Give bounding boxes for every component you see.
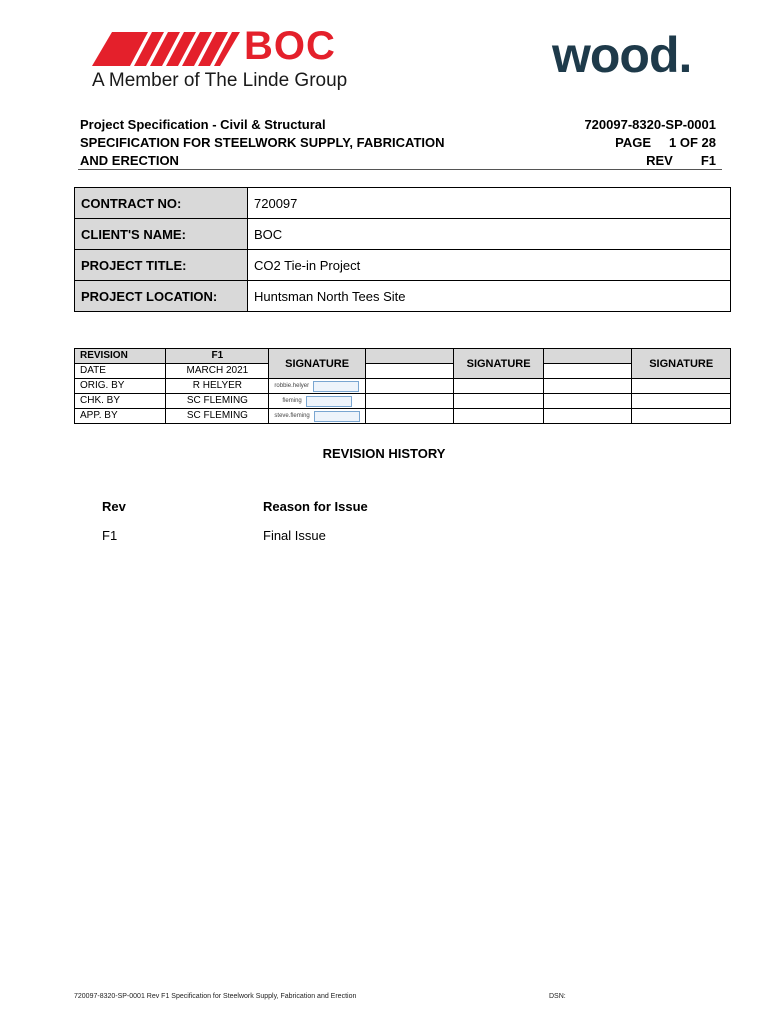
- empty-cell: [365, 364, 453, 379]
- table-row: [75, 349, 731, 364]
- rev-value: F1: [700, 153, 716, 168]
- app-by-label: APP. BY: [75, 409, 166, 424]
- signature-image: steve.fleming: [274, 409, 359, 423]
- spec-category: Project Specification - Civil & Structural: [80, 117, 326, 132]
- empty-cell: [543, 394, 631, 409]
- client-name-value: BOC: [248, 219, 731, 250]
- table-row: [75, 281, 731, 312]
- signature-header-1: SIGNATURE: [269, 349, 365, 379]
- digital-signature-stamp-icon: [313, 381, 359, 392]
- orig-by-value: R HELYER: [166, 379, 269, 394]
- boc-tagline: A Member of The Linde Group: [92, 70, 348, 91]
- empty-cell: [365, 409, 453, 424]
- table-row: [75, 188, 731, 219]
- footer-doc-reference: 720097-8320-SP-0001 Rev F1 Specification for Steelwork Supply, Fabrication and Erection: [74, 993, 357, 1000]
- revision-label: REVISION: [75, 349, 166, 364]
- client-name-label: CLIENT'S NAME:: [75, 219, 248, 250]
- empty-cell: [543, 364, 631, 379]
- digital-signature-stamp-icon: [314, 411, 360, 422]
- signature-header-2: SIGNATURE: [454, 349, 544, 379]
- chk-signature-cell: [269, 394, 365, 409]
- spec-title-line-1: SPECIFICATION FOR STEELWORK SUPPLY, FABRICATION: [80, 135, 445, 150]
- reason-column-header: Reason for Issue: [263, 499, 368, 514]
- document-title-block: [80, 116, 500, 170]
- footer-dsn: DSN:: [549, 993, 566, 1000]
- app-signature-cell: [269, 409, 365, 424]
- empty-cell: [543, 409, 631, 424]
- page-label: PAGE: [615, 135, 652, 150]
- table-row: [75, 379, 731, 394]
- empty-cell: [454, 379, 544, 394]
- chk-by-value: SC FLEMING: [166, 394, 269, 409]
- signature-header-3: SIGNATURE: [632, 349, 731, 379]
- digital-signature-stamp-icon: [306, 396, 352, 407]
- boc-logo: [92, 24, 362, 94]
- table-row: [75, 394, 731, 409]
- table-row: [75, 219, 731, 250]
- wood-logo: [552, 27, 692, 83]
- signature-image: fleming: [274, 394, 359, 408]
- project-location-value: Huntsman North Tees Site: [248, 281, 731, 312]
- rev-column-header: Rev: [102, 499, 126, 514]
- empty-cell: [632, 394, 731, 409]
- empty-cell: [454, 409, 544, 424]
- empty-cell: [632, 379, 731, 394]
- revision-history-title: REVISION HISTORY: [322, 446, 446, 461]
- revision-signature-table: [74, 348, 731, 424]
- empty-cell: [543, 379, 631, 394]
- orig-signature-cell: [269, 379, 365, 394]
- date-label: DATE: [75, 364, 166, 379]
- revision-entry-reason: Final Issue: [263, 528, 326, 543]
- revision-value: F1: [166, 349, 269, 364]
- date-value: MARCH 2021: [166, 364, 269, 379]
- contract-no-label: CONTRACT NO:: [75, 188, 248, 219]
- empty-cell: [365, 349, 453, 364]
- empty-cell: [543, 349, 631, 364]
- orig-by-label: ORIG. BY: [75, 379, 166, 394]
- contract-no-value: 720097: [248, 188, 731, 219]
- table-row: [75, 250, 731, 281]
- chk-by-label: CHK. BY: [75, 394, 166, 409]
- boc-wordmark: BOC: [244, 24, 336, 68]
- project-info-table: [74, 187, 731, 312]
- project-title-value: CO2 Tie-in Project: [248, 250, 731, 281]
- header-divider: [78, 169, 722, 170]
- document-reference-block: [520, 116, 716, 170]
- table-row: [75, 409, 731, 424]
- spec-title-line-2: AND ERECTION: [80, 153, 179, 168]
- empty-cell: [632, 409, 731, 424]
- boc-stripes-icon: [92, 32, 242, 66]
- revision-entry-rev: F1: [102, 528, 118, 543]
- app-by-value: SC FLEMING: [166, 409, 269, 424]
- page-value: 1 OF 28: [669, 135, 716, 150]
- empty-cell: [365, 379, 453, 394]
- wood-wordmark: wood: [552, 27, 679, 83]
- project-title-label: PROJECT TITLE:: [75, 250, 248, 281]
- project-location-label: PROJECT LOCATION:: [75, 281, 248, 312]
- rev-label: REV: [646, 153, 673, 168]
- empty-cell: [365, 394, 453, 409]
- doc-number: 720097-8320-SP-0001: [584, 117, 716, 132]
- wood-dot: .: [678, 27, 692, 83]
- signature-image: robbie.helyer: [274, 379, 359, 393]
- empty-cell: [454, 394, 544, 409]
